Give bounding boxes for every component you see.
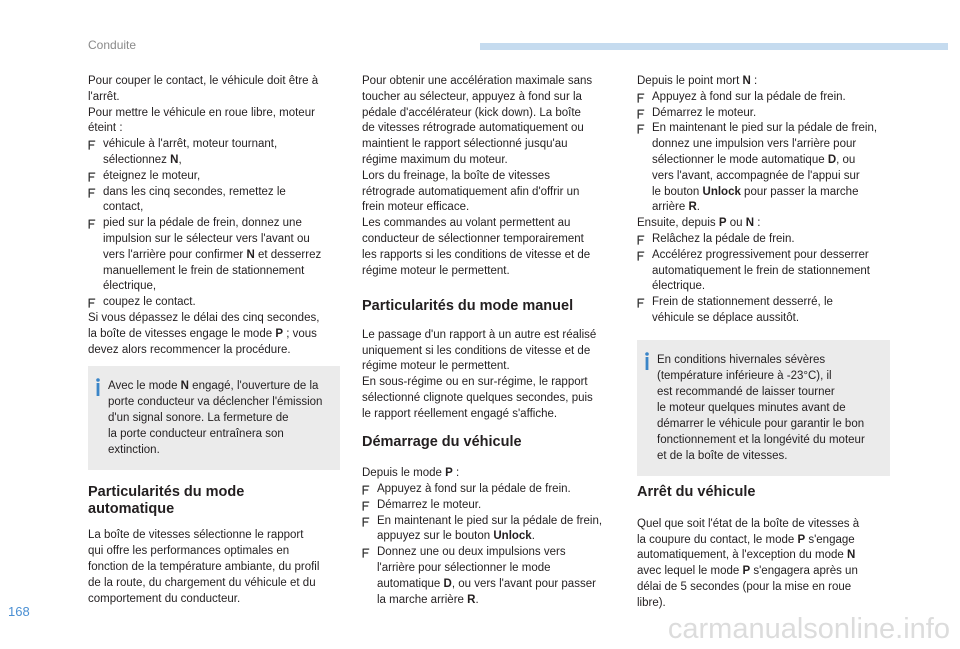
bullet-icon [362,517,370,527]
stop-heading: Arrêt du véhicule [637,484,756,501]
text-run: Appuyez à fond sur la pédale de frein. [652,90,846,103]
manual-mode-heading: Particularités du mode manuel [362,298,574,315]
text-run: Quel que soit l'état de la boîte de vitesses à la coupure du contact, le mode [637,517,860,546]
list-item [637,121,899,216]
bold-term: P [275,327,283,340]
section-title: Conduite [88,38,137,52]
winter-info-note [637,340,890,476]
text-run: dans les cinq secondes, remettez le contact, [103,185,286,214]
then-steps-list [637,232,899,327]
then-from-pn-label [637,216,899,232]
list-item-text [652,233,795,245]
list-item [88,295,350,311]
text-run: . [531,530,535,543]
list-item [637,248,899,295]
list-item [88,137,350,169]
list-item [362,545,624,608]
bullet-icon [362,548,370,558]
text-run: s'engagera après un délai de 5 secondes (pour la mise en roue libre). [637,565,858,609]
text-run: s'engage automatiquement, à l'exception du mode [637,533,855,562]
winter-note-text: En conditions hivernales sévères (température inférieure à -23°C), il est recommandé de laisser tourner le moteur quelques minutes avant de démarrer le véhicule pour garantir le bon fonctionnement et la longévité du moteur et de la boîte de vitesses. [657,353,865,462]
bullet-icon [637,124,645,134]
column-left [88,74,350,607]
bullet-icon [637,235,645,245]
list-item [88,169,350,185]
text-run: coupez le contact. [103,296,196,309]
list-item-text [377,483,571,495]
bullet-icon [88,298,96,308]
bold-term: R [467,593,476,606]
list-item [88,216,350,295]
text-run: pour passer la marche arrière [652,185,859,214]
text-run: : [754,217,761,230]
bold-term: P [718,217,727,230]
bold-term: N [246,248,255,261]
bold-term: P [742,565,751,578]
text-run: et desserrez manuellement le frein de stationnement électrique, [103,248,322,293]
bold-term: D [827,153,837,166]
text-run: : [750,75,758,87]
bullet-icon [637,93,645,103]
text-run: Démarrez le moteur. [652,106,757,119]
text-run: En maintenant le pied sur la pédale de frein, donnez une impulsion vers l'arrière pour sélectionner le mode automatique [652,122,878,166]
start-from-p-steps-list [362,482,624,608]
text-run: . [696,201,700,214]
list-item-text [103,170,200,182]
text-run: Depuis le mode [362,467,446,480]
bullet-icon [637,109,645,119]
bold-term: Unlock [493,530,532,543]
text-run: Frein de stationnement desserré, le véhicule se déplace aussitôt. [652,296,833,324]
text-run: engagé, l'ouverture de la porte conducteur va déclencher l'émission d'un signal sonore. La fermeture de la porte conducteur entraînera son extinction. [108,380,323,457]
section-header-bar [480,43,948,50]
stop-paragraph [637,517,899,612]
manual-mode-paragraph: Le passage d'un rapport à un autre est réalisé uniquement si les conditions de vitesse et de régime moteur le permettent. En sous-régime ou en sur-régime, le rapport sélectionné clignote quelques secondes, puis le rapport réellement engagé s'affiche. [362,328,597,420]
bold-term: R [688,201,697,214]
page-number: 168 [8,604,30,619]
text-run: , ou vers l'avant, accompagnée de l'appui sur le bouton [652,153,860,198]
bullet-icon [637,251,645,261]
list-item-text [377,546,596,605]
info-icon [95,378,101,396]
text-run: Ensuite, depuis [637,217,719,230]
bold-term: D [443,577,452,590]
text-run: Avec le mode [108,380,181,393]
start-from-p-label [362,466,624,482]
start-from-n-label [637,74,899,90]
bullet-icon [88,188,96,198]
info-note [88,366,340,470]
bold-term: P [445,467,453,480]
text-run: . [475,593,479,606]
bullet-icon [88,219,96,229]
freewheel-steps-list [88,137,350,311]
list-item-text [652,107,756,119]
bullet-icon [88,140,96,150]
bold-term: N [180,380,189,393]
list-item [362,498,624,514]
list-item-text [377,515,602,543]
timeout-paragraph [88,311,350,358]
list-item [637,232,899,248]
list-item-text [103,296,196,308]
bold-term: N [170,153,179,166]
list-item-text [103,217,321,292]
column-right [637,74,899,612]
text-run: Relâchez la pédale de frein. [652,232,795,245]
text-run: avec lequel le mode [637,565,740,578]
text-run: Donnez une ou deux impulsions vers l'arrière pour sélectionner le mode automatique [377,546,566,590]
info-icon [644,352,650,370]
auto-mode-heading: Particularités du mode automatique [88,484,245,518]
intro-paragraph: Pour couper le contact, le véhicule doit être à l'arrêt. Pour mettre le véhicule en roue libre, moteur éteint : [88,75,319,135]
bold-term: P [797,533,806,546]
bold-term: N [745,217,755,230]
text-run: Démarrez le moteur. [377,498,482,511]
bullet-icon [637,298,645,308]
text-run: : [452,467,460,480]
text-run: éteignez le moteur, [103,169,201,182]
list-item-text [377,499,481,511]
column-middle [362,74,624,608]
start-from-n-steps-list [637,90,899,216]
bullet-icon [362,485,370,495]
start-heading: Démarrage du véhicule [362,433,522,450]
list-item [637,295,899,327]
kickdown-paragraph: Pour obtenir une accélération maximale sans toucher au sélecteur, appuyez à fond sur la pédale d'accélérateur (kick down). La boîte de vitesses rétrograde automatiquement ou maintient le rapport sélectionné jusqu'au régime maximum du moteur. Lors du freinage, la boîte de vitesses rétrograde automatiquement afin d'offrir un frein moteur efficace. Les commandes au volant permettent au conducteur de sélectionner temporairement les rapports si les conditions de vitesse et de régime moteur le permettent. [362,75,593,277]
list-item [362,482,624,498]
list-item-text [103,186,286,214]
list-item [88,185,350,217]
bold-term: Unlock [702,185,741,198]
bullet-icon [362,501,370,511]
text-run: ou [726,217,746,230]
text-run: Appuyez à fond sur la pédale de frein. [377,482,571,495]
info-note-text [108,378,332,458]
list-item [637,106,899,122]
text-run: ; vous devez alors recommencer la procédure. [88,327,317,356]
text-run: pied sur la pédale de frein, donnez une impulsion sur le sélecteur vers l'avant ou vers l'arrière pour confirmer [103,217,310,261]
list-item [637,90,899,106]
bullet-icon [88,172,96,182]
text-run: Accélérez progressivement pour desserrer automatiquement le frein de stationnement électrique. [652,248,870,293]
list-item [362,514,624,546]
watermark: carmanualsonline.info [667,613,950,645]
text-run: Si vous dépassez le délai des cinq secondes, la boîte de vitesses engage le mode [88,311,320,340]
list-item-text [652,122,877,213]
bold-term: N [846,549,856,562]
text-run: Depuis le point mort [637,75,743,87]
text-run: véhicule à l'arrêt, moteur tournant, sélectionnez [103,138,278,166]
auto-mode-paragraph: La boîte de vitesses sélectionne le rapport qui offre les performances optimales en fonction de la température ambiante, du profil de la route, du chargement du véhicule et du comportement du conducteur. [88,529,320,605]
list-item-text [652,91,846,103]
bold-term: N [742,75,751,87]
list-item-text [103,138,277,166]
list-item-text [652,249,870,293]
text-run: , [178,153,182,166]
list-item-text [652,296,833,324]
text-run: , ou vers l'avant pour passer la marche arrière [377,577,596,606]
text-run: En maintenant le pied sur la pédale de frein, appuyez sur le bouton [377,514,603,543]
